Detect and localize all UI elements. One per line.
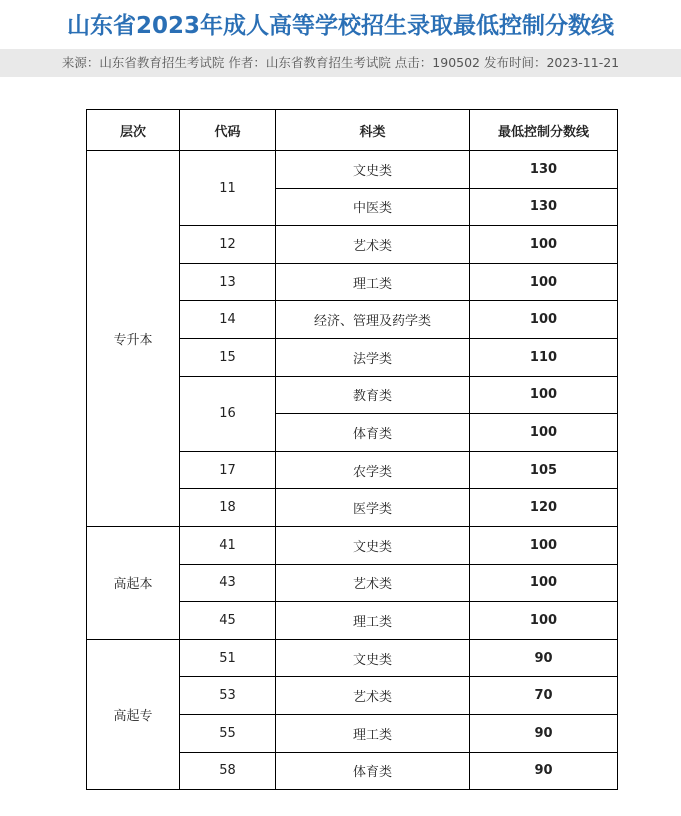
code-cell: 11 (180, 151, 276, 226)
score-cell: 100 (470, 564, 618, 602)
code-cell: 14 (180, 301, 276, 339)
code-cell: 58 (180, 752, 276, 790)
category-cell: 教育类 (276, 376, 470, 414)
category-cell: 文史类 (276, 151, 470, 189)
code-cell: 18 (180, 489, 276, 527)
score-cell: 100 (470, 602, 618, 640)
category-cell: 体育类 (276, 752, 470, 790)
category-cell: 法学类 (276, 338, 470, 376)
code-cell: 51 (180, 639, 276, 677)
category-cell: 理工类 (276, 263, 470, 301)
score-cell: 100 (470, 376, 618, 414)
header-category: 科类 (276, 110, 470, 151)
score-cell: 90 (470, 752, 618, 790)
code-cell: 53 (180, 677, 276, 715)
category-cell: 体育类 (276, 414, 470, 452)
code-cell: 41 (180, 526, 276, 564)
score-cell: 130 (470, 151, 618, 189)
score-cell: 90 (470, 639, 618, 677)
category-cell: 理工类 (276, 714, 470, 752)
header-code: 代码 (180, 110, 276, 151)
category-cell: 文史类 (276, 639, 470, 677)
score-cell: 100 (470, 301, 618, 339)
code-cell: 15 (180, 338, 276, 376)
category-cell: 农学类 (276, 451, 470, 489)
category-cell: 文史类 (276, 526, 470, 564)
table-row (87, 526, 618, 564)
category-cell: 医学类 (276, 489, 470, 527)
table-row (87, 151, 618, 189)
score-cell: 100 (470, 263, 618, 301)
header-level: 层次 (87, 110, 180, 151)
code-cell: 55 (180, 714, 276, 752)
code-cell: 17 (180, 451, 276, 489)
code-cell: 45 (180, 602, 276, 640)
article-meta: 来源：山东省教育招生考试院 作者：山东省教育招生考试院 点击：190502 发布时间：2023-11-21 (0, 49, 681, 77)
category-cell: 经济、管理及药学类 (276, 301, 470, 339)
score-cell: 100 (470, 414, 618, 452)
level-cell: 高起本 (87, 526, 180, 639)
code-cell: 16 (180, 376, 276, 451)
table-row (87, 639, 618, 677)
score-cell: 100 (470, 226, 618, 264)
category-cell: 中医类 (276, 188, 470, 226)
category-cell: 艺术类 (276, 677, 470, 715)
code-cell: 43 (180, 564, 276, 602)
category-cell: 艺术类 (276, 564, 470, 602)
code-cell: 13 (180, 263, 276, 301)
score-cell: 110 (470, 338, 618, 376)
score-cell: 70 (470, 677, 618, 715)
level-cell: 高起专 (87, 639, 180, 789)
table-header-row (87, 110, 618, 151)
header-min-score: 最低控制分数线 (470, 110, 618, 151)
score-cell: 105 (470, 451, 618, 489)
score-cell: 100 (470, 526, 618, 564)
score-cell: 90 (470, 714, 618, 752)
category-cell: 艺术类 (276, 226, 470, 264)
category-cell: 理工类 (276, 602, 470, 640)
score-table (86, 109, 618, 790)
score-table-container (86, 109, 618, 790)
score-cell: 130 (470, 188, 618, 226)
score-cell: 120 (470, 489, 618, 527)
code-cell: 12 (180, 226, 276, 264)
page-title: 山东省2023年成人高等学校招生录取最低控制分数线 (66, 13, 614, 39)
level-cell: 专升本 (87, 151, 180, 527)
